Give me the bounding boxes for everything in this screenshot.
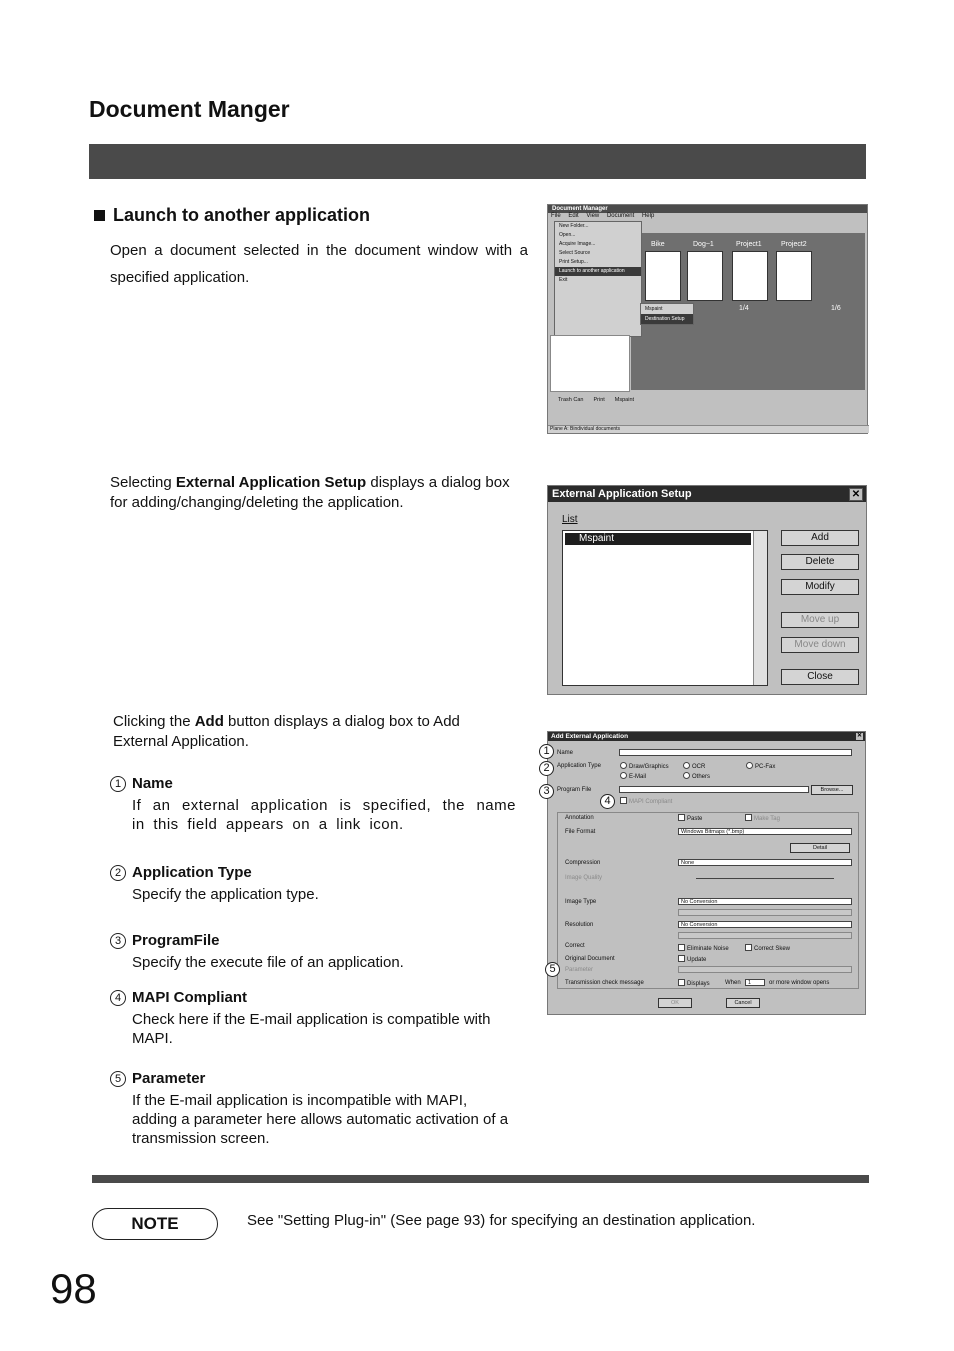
transmission-label: Transmission check message bbox=[565, 980, 644, 986]
thumb-label: Dog~1 bbox=[693, 241, 714, 248]
bold-span: Add bbox=[194, 713, 224, 730]
resolution-select[interactable]: No Conversion bbox=[678, 921, 852, 928]
callout-2: 2 bbox=[539, 761, 554, 776]
dialog-title bbox=[548, 732, 865, 741]
checkbox-icon bbox=[678, 955, 685, 962]
eliminate-noise-label: Eliminate Noise bbox=[687, 946, 729, 952]
setup-paragraph bbox=[110, 473, 520, 513]
menu-file[interactable]: File bbox=[551, 213, 561, 219]
mapi-compliant[interactable] bbox=[620, 797, 672, 805]
page-indicator: 1/4 bbox=[739, 305, 749, 312]
type-email[interactable] bbox=[620, 772, 646, 780]
submenu-mspaint[interactable]: Mspaint bbox=[645, 306, 663, 312]
update-label: Update bbox=[687, 957, 707, 963]
dialog-title-text: External Application Setup bbox=[552, 488, 692, 500]
close-button[interactable]: Close bbox=[781, 669, 859, 685]
footer-bar bbox=[92, 1175, 869, 1183]
page-title: Document Manger bbox=[89, 96, 290, 122]
item-mapi-compliant bbox=[110, 988, 520, 1048]
note-badge: NOTE bbox=[92, 1208, 218, 1240]
make-tag-checkbox[interactable] bbox=[745, 814, 780, 822]
correct-skew-checkbox[interactable] bbox=[745, 944, 790, 952]
disabled-select[interactable] bbox=[678, 909, 852, 916]
quality-slider[interactable] bbox=[696, 878, 834, 879]
item-desc: If an external application is specified, the name in this field appears on a link icon. bbox=[132, 797, 516, 833]
item-desc: Check here if the E-mail application is compatible with MAPI. bbox=[132, 1011, 491, 1047]
trash-can-icon[interactable]: Trash Can bbox=[558, 397, 584, 403]
browse-button[interactable]: Browse... bbox=[811, 785, 853, 795]
dialog-title bbox=[548, 486, 866, 502]
program-file-field[interactable] bbox=[619, 786, 809, 793]
menu-item[interactable]: Select Source bbox=[559, 250, 591, 256]
add-external-application-dialog bbox=[547, 731, 866, 1015]
displays-label: Displays bbox=[687, 981, 710, 987]
when-field[interactable]: 1 bbox=[745, 979, 765, 986]
displays-checkbox[interactable] bbox=[678, 979, 710, 987]
program-file-label: Program File bbox=[557, 787, 592, 793]
menu-item-launch[interactable]: Launch to another application bbox=[555, 267, 641, 276]
menu-item[interactable]: Print Setup... bbox=[559, 259, 588, 265]
paste-label: Paste bbox=[687, 816, 703, 822]
print-icon[interactable]: Print bbox=[593, 397, 605, 403]
when-label: When bbox=[725, 980, 741, 986]
item-parameter bbox=[110, 1069, 520, 1148]
text-span: displays a dialog box for adding/changing/deleting the application. bbox=[110, 474, 510, 511]
parameter-field[interactable] bbox=[678, 966, 852, 973]
original-document-label: Original Document bbox=[565, 956, 615, 962]
callout-5: 5 bbox=[545, 962, 560, 977]
type-label: OCR bbox=[692, 764, 706, 770]
header-bar bbox=[89, 144, 866, 179]
menu-help[interactable]: Help bbox=[641, 213, 655, 219]
type-pcfax[interactable] bbox=[746, 762, 775, 770]
text-span: button displays a dialog box to Add External Application. bbox=[113, 713, 460, 750]
menu-item[interactable]: New Folder... bbox=[559, 223, 589, 229]
item-number: 4 bbox=[110, 990, 126, 1006]
bold-span: External Application Setup bbox=[175, 474, 367, 491]
document-manager-screenshot bbox=[547, 204, 868, 434]
thumbnail-project2[interactable] bbox=[776, 251, 812, 301]
delete-button[interactable]: Delete bbox=[781, 554, 859, 570]
item-desc: If the E-mail application is incompatible with MAPI, adding a parameter here allows automatic activation of a transmission screen. bbox=[132, 1092, 509, 1147]
eliminate-noise-checkbox[interactable] bbox=[678, 944, 729, 952]
name-label: Name bbox=[557, 750, 574, 756]
compression-label: Compression bbox=[565, 860, 601, 866]
name-field[interactable] bbox=[619, 749, 852, 756]
item-title: MAPI Compliant bbox=[132, 989, 247, 1006]
item-application-type bbox=[110, 863, 520, 904]
menu-item[interactable]: Acquire Image... bbox=[559, 241, 596, 247]
file-format-label: File Format bbox=[565, 829, 596, 835]
menu-item[interactable]: Open... bbox=[559, 232, 576, 238]
item-name bbox=[110, 774, 520, 834]
dialog-title-text: Add External Application bbox=[551, 733, 629, 740]
type-label: E-Mail bbox=[629, 774, 647, 780]
radio-icon bbox=[620, 772, 627, 779]
correct-skew-label: Correct Skew bbox=[754, 946, 791, 952]
modify-button[interactable]: Modify bbox=[781, 579, 859, 595]
add-paragraph bbox=[113, 712, 513, 752]
item-number: 5 bbox=[110, 1071, 126, 1087]
window-title: Document Manager bbox=[548, 205, 867, 213]
window-opens-label: or more window opens bbox=[769, 980, 830, 986]
folder-pane bbox=[550, 335, 630, 392]
checkbox-icon bbox=[678, 979, 685, 986]
close-icon[interactable]: ✕ bbox=[849, 488, 863, 501]
add-button[interactable]: Add bbox=[781, 530, 859, 546]
thumbnail-project1[interactable] bbox=[732, 251, 768, 301]
paste-checkbox[interactable] bbox=[678, 814, 702, 822]
item-number: 2 bbox=[110, 865, 126, 881]
tray bbox=[558, 397, 634, 403]
move-up-button[interactable]: Move up bbox=[781, 612, 859, 628]
menu-bar bbox=[548, 213, 867, 220]
page-indicator: 1/6 bbox=[831, 305, 841, 312]
menu-view[interactable]: View bbox=[586, 213, 600, 219]
resolution-label: Resolution bbox=[565, 922, 594, 928]
type-label: PC-Fax bbox=[755, 764, 776, 770]
update-checkbox[interactable] bbox=[678, 955, 706, 963]
item-number: 1 bbox=[110, 776, 126, 792]
checkbox-icon bbox=[678, 944, 685, 951]
correct-label: Correct bbox=[565, 943, 585, 949]
radio-icon bbox=[746, 762, 753, 769]
mapi-label: MAPI Compliant bbox=[629, 799, 673, 805]
callout-4: 4 bbox=[600, 794, 615, 809]
mspaint-icon[interactable]: Mspaint bbox=[614, 397, 635, 403]
close-icon[interactable]: ✕ bbox=[856, 733, 863, 739]
thumb-label: Bike bbox=[651, 241, 665, 248]
launch-submenu bbox=[640, 303, 694, 325]
ok-button[interactable]: OK bbox=[658, 998, 692, 1008]
radio-icon bbox=[683, 772, 690, 779]
apptype-label: Application Type bbox=[557, 763, 601, 769]
item-title: Name bbox=[132, 775, 173, 792]
page-number: 98 bbox=[50, 1265, 97, 1312]
bullet-square-icon bbox=[94, 210, 105, 221]
item-title: ProgramFile bbox=[132, 932, 220, 949]
disabled-select[interactable] bbox=[678, 932, 852, 939]
type-draw[interactable] bbox=[620, 762, 669, 770]
checkbox-icon bbox=[678, 814, 685, 821]
application-list[interactable] bbox=[562, 530, 768, 686]
thumb-label: Project1 bbox=[736, 241, 762, 248]
file-menu bbox=[554, 221, 642, 337]
section-heading bbox=[94, 205, 370, 226]
type-label: Draw/Graphics bbox=[629, 764, 669, 770]
status-bar: Plane A: Bindividual documents bbox=[548, 425, 869, 433]
image-type-select[interactable]: No Conversion bbox=[678, 898, 852, 905]
text-span: Selecting bbox=[110, 474, 176, 491]
detail-button[interactable]: Detail bbox=[790, 843, 850, 853]
image-type-label: Image Type bbox=[565, 899, 597, 905]
parameter-label: Parameter bbox=[565, 967, 594, 973]
callout-3: 3 bbox=[539, 784, 554, 799]
type-ocr[interactable] bbox=[683, 762, 705, 770]
intro-paragraph: Open a document selected in the document window with a specified application. bbox=[110, 242, 528, 286]
item-programfile bbox=[110, 931, 520, 972]
list-label: List bbox=[562, 514, 578, 525]
type-label: Others bbox=[692, 774, 711, 780]
item-title: Application Type bbox=[132, 864, 252, 881]
text-span: Clicking the bbox=[113, 713, 195, 730]
checkbox-icon bbox=[745, 814, 752, 821]
menu-document[interactable]: Document bbox=[606, 213, 635, 219]
image-quality-label: Image Quality bbox=[565, 875, 603, 881]
menu-edit[interactable]: Edit bbox=[568, 213, 579, 219]
thumbnail-dog[interactable] bbox=[687, 251, 723, 301]
submenu-destination-setup[interactable]: Destination Setup bbox=[641, 314, 693, 324]
item-number: 3 bbox=[110, 933, 126, 949]
cancel-button[interactable]: Cancel bbox=[726, 998, 760, 1008]
note-text: See "Setting Plug-in" (See page 93) for specifying an destination application. bbox=[247, 1212, 756, 1229]
move-down-button[interactable]: Move down bbox=[781, 637, 859, 653]
type-others[interactable] bbox=[683, 772, 710, 780]
item-title: Parameter bbox=[132, 1070, 206, 1087]
list-item[interactable]: Mspaint bbox=[565, 533, 751, 545]
item-desc: Specify the application type. bbox=[132, 886, 319, 903]
file-format-select[interactable]: Windows Bitmaps (*.bmp) bbox=[678, 828, 852, 835]
external-application-setup-dialog bbox=[547, 485, 867, 695]
callout-1: 1 bbox=[539, 744, 554, 759]
section-heading-text: Launch to another application bbox=[113, 205, 371, 225]
radio-icon bbox=[683, 762, 690, 769]
compression-select[interactable]: None bbox=[678, 859, 852, 866]
checkbox-icon bbox=[620, 797, 627, 804]
radio-icon bbox=[620, 762, 627, 769]
item-desc: Specify the execute file of an application. bbox=[132, 954, 404, 971]
annotation-label: Annotation bbox=[565, 815, 594, 821]
menu-item[interactable]: Exit bbox=[559, 277, 568, 283]
make-tag-label: Make Tag bbox=[754, 816, 780, 822]
thumb-label: Project2 bbox=[781, 241, 807, 248]
scrollbar[interactable] bbox=[753, 531, 767, 685]
thumbnail-bike[interactable] bbox=[645, 251, 681, 301]
checkbox-icon bbox=[745, 944, 752, 951]
